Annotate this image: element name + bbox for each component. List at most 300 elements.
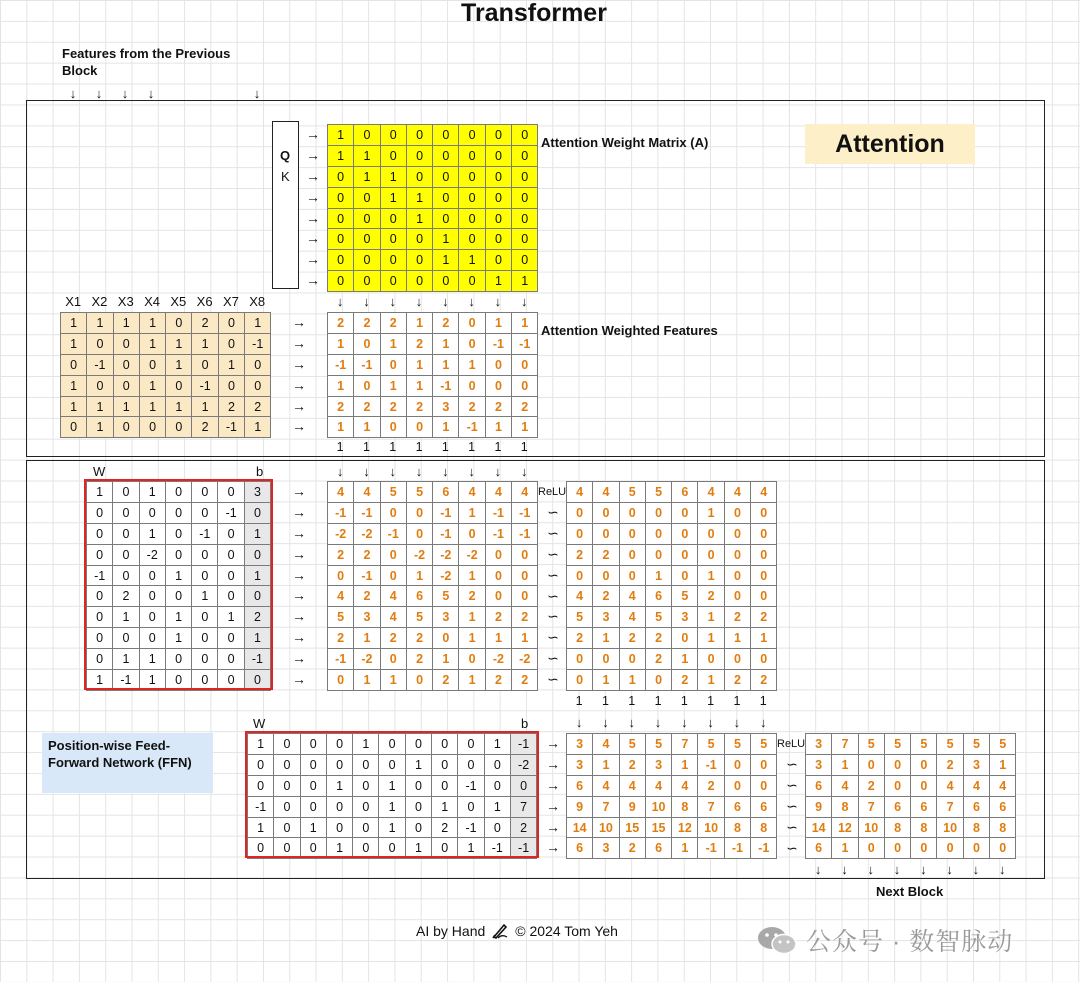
matrix-cell: 5	[407, 482, 433, 503]
matrix-cell: 1	[140, 524, 166, 545]
matrix-cell: 5	[328, 607, 354, 628]
matrix-cell: 2	[486, 397, 512, 418]
matrix-cell: 0	[61, 417, 87, 438]
matrix-cell: 2	[381, 313, 407, 334]
matrix-cell: 0	[407, 167, 433, 188]
matrix-cell: 2	[620, 755, 646, 776]
matrix-cell: 0	[725, 586, 751, 607]
q-label: Q	[280, 148, 291, 163]
matrix-cell: 8	[832, 797, 858, 818]
matrix-cell: -1	[328, 355, 354, 376]
matrix-cell: 7	[511, 797, 537, 818]
matrix-cell: 0	[87, 628, 113, 649]
matrix-cell: 0	[512, 376, 538, 397]
matrix-cell: 2	[751, 607, 777, 628]
matrix-cell: 0	[964, 838, 990, 859]
matrix-cell: 1	[512, 628, 538, 649]
matrix-cell: 1	[166, 334, 192, 355]
feature-header: X4	[144, 294, 160, 309]
matrix-cell: 0	[751, 776, 777, 797]
ones-value: 1	[654, 694, 662, 708]
matrix-cell: 5	[672, 586, 698, 607]
matrix-cell: -1	[458, 776, 484, 797]
matrix-cell: 0	[672, 503, 698, 524]
matrix-cell: 0	[381, 417, 407, 438]
matrix-cell: 4	[593, 482, 619, 503]
matrix-cell: 0	[381, 271, 407, 292]
matrix-cell: 0	[567, 566, 593, 587]
matrix-cell: 4	[725, 482, 751, 503]
input-arrows	[60, 86, 270, 101]
arrow-down-icon: ↓	[468, 294, 475, 309]
relu2-label: ReLU	[777, 738, 806, 750]
matrix-cell: 0	[672, 545, 698, 566]
matrix-cell: 0	[433, 188, 459, 209]
matrix-cell: 1	[407, 209, 433, 230]
matrix-cell: 0	[512, 586, 538, 607]
matrix-cell: 1	[245, 566, 271, 587]
attention-input-arrows	[302, 124, 324, 291]
matrix-cell: 0	[166, 482, 192, 503]
arrow-down-icon: ↓	[442, 294, 449, 309]
matrix-cell: -2	[459, 545, 485, 566]
arrow-right-icon: →	[292, 418, 306, 435]
matrix-cell: 0	[486, 167, 512, 188]
matrix-cell: 12	[672, 818, 698, 839]
matrix-cell: 1	[61, 334, 87, 355]
matrix-cell: 0	[512, 125, 538, 146]
arrow-right-icon: →	[292, 566, 306, 583]
ffn2-arrows	[542, 733, 564, 858]
matrix-cell: 9	[620, 797, 646, 818]
matrix-cell: -2	[140, 545, 166, 566]
matrix-cell: 0	[646, 524, 672, 545]
matrix-cell: 2	[354, 545, 380, 566]
matrix-cell: 1	[328, 376, 354, 397]
matrix-cell: 1	[140, 376, 166, 397]
matrix-cell: 5	[911, 734, 937, 755]
credit-text: AI by Hand	[416, 923, 486, 939]
ffn1-down-arrows	[327, 464, 537, 479]
matrix-cell: 2	[245, 607, 271, 628]
matrix-cell: 0	[328, 566, 354, 587]
matrix-cell: 1	[698, 503, 724, 524]
matrix-cell: 1	[87, 397, 113, 418]
matrix-cell: 0	[407, 670, 433, 691]
matrix-cell: 0	[486, 586, 512, 607]
matrix-cell: 0	[328, 271, 354, 292]
matrix-cell: 2	[937, 755, 963, 776]
matrix-cell: 1	[459, 503, 485, 524]
matrix-cell: 6	[407, 586, 433, 607]
arrow-right-icon: →	[292, 545, 306, 562]
matrix-cell: 1	[672, 755, 698, 776]
feature-arrows	[288, 312, 310, 437]
matrix-cell: 0	[328, 670, 354, 691]
matrix-cell: 1	[245, 417, 271, 438]
matrix-cell: 3	[433, 397, 459, 418]
matrix-cell: 0	[301, 734, 327, 755]
matrix-cell: 1	[433, 334, 459, 355]
matrix-cell: 2	[432, 818, 458, 839]
matrix-cell: 1	[698, 607, 724, 628]
matrix-cell: 0	[328, 229, 354, 250]
matrix-cell: 5	[990, 734, 1016, 755]
matrix-cell: 2	[567, 545, 593, 566]
matrix-cell: 7	[937, 797, 963, 818]
ones-value: 1	[336, 440, 344, 454]
matrix-cell: 0	[245, 355, 271, 376]
matrix-cell: 0	[911, 755, 937, 776]
matrix-cell: 10	[698, 818, 724, 839]
matrix-cell: 0	[248, 838, 274, 859]
matrix-cell: 0	[859, 755, 885, 776]
matrix-cell: 1	[87, 670, 113, 691]
matrix-cell: 2	[620, 628, 646, 649]
matrix-cell: 2	[433, 670, 459, 691]
matrix-cell: 0	[672, 566, 698, 587]
matrix-cell: 4	[486, 482, 512, 503]
matrix-cell: 4	[328, 482, 354, 503]
matrix-cell: 1	[407, 355, 433, 376]
credit-line	[416, 922, 618, 940]
matrix-cell: 0	[593, 503, 619, 524]
ones-value: 1	[468, 440, 476, 454]
matrix-cell: 0	[937, 838, 963, 859]
matrix-cell: -1	[485, 838, 511, 859]
relu-arrow-icon: ∽	[547, 566, 559, 583]
matrix-cell: 0	[698, 649, 724, 670]
relu1-label: ReLU	[538, 486, 567, 498]
matrix-cell: 0	[885, 755, 911, 776]
matrix-cell: 12	[832, 818, 858, 839]
matrix-cell: 0	[274, 818, 300, 839]
matrix-cell: 1	[698, 628, 724, 649]
matrix-cell: 1	[512, 313, 538, 334]
matrix-cell: -1	[511, 838, 537, 859]
matrix-cell: -1	[245, 334, 271, 355]
matrix-cell: 1	[593, 628, 619, 649]
matrix-cell: 6	[885, 797, 911, 818]
matrix-cell: 1	[407, 566, 433, 587]
matrix-cell: 0	[433, 271, 459, 292]
matrix-cell: 0	[911, 838, 937, 859]
b1-label: b	[256, 464, 264, 479]
feature-header: X7	[222, 294, 239, 309]
matrix-cell: 6	[911, 797, 937, 818]
matrix-cell: 5	[646, 607, 672, 628]
matrix-cell: 0	[140, 628, 166, 649]
matrix-cell: 0	[672, 628, 698, 649]
matrix-cell: 0	[486, 376, 512, 397]
matrix-cell: 1	[166, 355, 192, 376]
matrix-cell: 0	[725, 755, 751, 776]
matrix-cell: -1	[192, 376, 218, 397]
ones-value: 1	[415, 440, 423, 454]
matrix-cell: 2	[646, 649, 672, 670]
matrix-cell: 0	[328, 167, 354, 188]
matrix-cell: 1	[140, 397, 166, 418]
arrow-down-icon: ↓	[998, 862, 1006, 877]
arrow-down-icon: ↓	[336, 294, 344, 309]
arrow-right-icon: →	[292, 376, 306, 393]
matrix-cell: 0	[459, 188, 485, 209]
matrix-cell: 4	[567, 586, 593, 607]
arrow-down-icon: ↓	[494, 294, 502, 309]
matrix-cell: 0	[990, 838, 1016, 859]
matrix-cell: 1	[620, 670, 646, 691]
matrix-cell: 2	[512, 397, 538, 418]
matrix-cell: 0	[166, 417, 192, 438]
arrow-right-icon: →	[546, 776, 560, 793]
arrow-down-icon: ↓	[867, 862, 874, 877]
matrix-cell: 0	[406, 776, 432, 797]
matrix-cell: 5	[433, 586, 459, 607]
matrix-cell: 2	[698, 776, 724, 797]
matrix-cell: 0	[512, 167, 538, 188]
matrix-cell: 4	[459, 482, 485, 503]
matrix-cell: 0	[87, 334, 113, 355]
matrix-cell: 0	[219, 313, 245, 334]
matrix-cell: 1	[751, 628, 777, 649]
relu-arrow-icon: ∽	[786, 839, 798, 856]
arrow-right-icon: →	[546, 735, 560, 751]
relu-arrow-icon: ∽	[786, 756, 798, 772]
matrix-cell: 0	[751, 566, 777, 587]
matrix-cell: 0	[381, 649, 407, 670]
matrix-cell: 2	[433, 313, 459, 334]
matrix-cell: 6	[567, 838, 593, 859]
matrix-cell: -1	[219, 417, 245, 438]
matrix-cell: 0	[87, 376, 113, 397]
matrix-cell: -1	[458, 818, 484, 839]
relu-arrow-icon: ∽	[547, 671, 559, 688]
matrix-cell: 1	[328, 334, 354, 355]
matrix-cell: 0	[140, 566, 166, 587]
matrix-cell: 1	[166, 607, 192, 628]
matrix-cell: 0	[381, 146, 407, 167]
matrix-cell: 0	[353, 776, 379, 797]
matrix-cell: 0	[328, 250, 354, 271]
matrix-cell: 1	[459, 566, 485, 587]
matrix-cell: 2	[672, 670, 698, 691]
matrix-cell: 0	[354, 334, 380, 355]
matrix-cell: 3	[354, 607, 380, 628]
feature-headers	[60, 294, 270, 309]
matrix-cell: 1	[459, 250, 485, 271]
matrix-cell: 10	[646, 797, 672, 818]
matrix-cell: 0	[567, 649, 593, 670]
matrix-cell: 1	[485, 797, 511, 818]
matrix-cell: 2	[381, 628, 407, 649]
matrix-cell: 2	[192, 417, 218, 438]
matrix-cell: 0	[593, 649, 619, 670]
matrix-cell: 1	[354, 167, 380, 188]
matrix-cell: -2	[354, 649, 380, 670]
matrix-cell: 14	[806, 818, 832, 839]
matrix-cell: 4	[698, 482, 724, 503]
matrix-cell: 1	[832, 838, 858, 859]
matrix-cell: 10	[937, 818, 963, 839]
feature-header: X1	[65, 294, 82, 309]
ffn2-weight-outline	[245, 731, 539, 858]
matrix-cell: 1	[61, 313, 87, 334]
matrix-cell: 0	[885, 838, 911, 859]
wechat-icon	[756, 923, 798, 957]
matrix-cell: 5	[698, 734, 724, 755]
matrix-cell: 6	[725, 797, 751, 818]
matrix-cell: 0	[698, 545, 724, 566]
matrix-cell: 3	[245, 482, 271, 503]
matrix-cell: 0	[328, 188, 354, 209]
matrix-cell: 2	[192, 313, 218, 334]
matrix-cell: 2	[407, 334, 433, 355]
relu1-arrows	[543, 502, 563, 690]
matrix-cell: 8	[885, 818, 911, 839]
matrix-cell: 2	[725, 607, 751, 628]
next-block-label: Next Block	[876, 884, 944, 899]
matrix-cell: -1	[725, 838, 751, 859]
matrix-cell: 8	[725, 818, 751, 839]
matrix-cell: 5	[646, 734, 672, 755]
matrix-cell: -1	[328, 503, 354, 524]
matrix-cell: 0	[113, 482, 139, 503]
matrix-cell: 0	[219, 376, 245, 397]
matrix-cell: 1	[245, 313, 271, 334]
matrix-cell: 0	[353, 838, 379, 859]
matrix-cell: 1	[328, 146, 354, 167]
matrix-cell: 5	[407, 607, 433, 628]
matrix-cell: 1	[486, 313, 512, 334]
matrix-cell: 3	[433, 607, 459, 628]
matrix-cell: 1	[166, 397, 192, 418]
matrix-cell: 5	[751, 734, 777, 755]
matrix-cell: 6	[964, 797, 990, 818]
copyright-text: © 2024 Tom Yeh	[515, 923, 618, 939]
matrix-cell: 0	[407, 250, 433, 271]
matrix-cell: 0	[725, 566, 751, 587]
matrix-cell: 4	[751, 482, 777, 503]
matrix-cell: 9	[567, 797, 593, 818]
w1-label: W	[93, 464, 106, 479]
relu2-arrows	[782, 754, 802, 858]
matrix-cell: -1	[113, 670, 139, 691]
matrix-cell: 2	[459, 397, 485, 418]
weighted-features-label: Attention Weighted Features	[541, 323, 718, 338]
feature-header: X2	[91, 294, 108, 309]
matrix-cell: 0	[486, 545, 512, 566]
matrix-cell: 0	[486, 250, 512, 271]
matrix-cell: 1	[354, 628, 380, 649]
ffn1-arrows	[288, 481, 310, 690]
next-block-arrows	[805, 862, 1015, 877]
matrix-cell: 0	[166, 545, 192, 566]
ones-value: 1	[680, 694, 688, 708]
matrix-cell: 8	[751, 818, 777, 839]
matrix-cell: -1	[354, 355, 380, 376]
matrix-cell: 1	[248, 818, 274, 839]
arrow-down-icon: ↓	[147, 86, 155, 101]
matrix-cell: 1	[354, 146, 380, 167]
matrix-cell: 1	[140, 670, 166, 691]
arrow-right-icon: →	[306, 146, 320, 163]
matrix-cell: 1	[698, 566, 724, 587]
matrix-cell: 0	[433, 209, 459, 230]
matrix-cell: -1	[433, 503, 459, 524]
matrix-cell: 15	[646, 818, 672, 839]
matrix-cell: 1	[990, 755, 1016, 776]
relu-arrow-icon: ∽	[547, 524, 559, 541]
matrix-cell: 0	[218, 628, 244, 649]
arrow-down-icon: ↓	[336, 464, 344, 479]
matrix-cell: 4	[646, 776, 672, 797]
ffn1-weight-outline	[84, 479, 273, 690]
matrix-cell: 0	[192, 503, 218, 524]
matrix-cell: 0	[166, 649, 192, 670]
matrix-cell: 1	[354, 417, 380, 438]
matrix-cell: 1	[433, 229, 459, 250]
matrix-cell: 0	[192, 607, 218, 628]
matrix-cell: 1	[113, 649, 139, 670]
watermark	[756, 922, 1013, 958]
matrix-cell: 0	[486, 146, 512, 167]
ones-value: 1	[389, 440, 397, 454]
matrix-cell: 0	[751, 545, 777, 566]
matrix-cell: 0	[166, 313, 192, 334]
arrow-right-icon: →	[292, 629, 306, 646]
matrix-cell: 0	[381, 503, 407, 524]
matrix-cell: 0	[567, 524, 593, 545]
arrow-right-icon: →	[292, 671, 306, 688]
matrix-cell: 0	[301, 797, 327, 818]
matrix-cell: 0	[192, 482, 218, 503]
matrix-cell: 1	[433, 355, 459, 376]
feature-header: X5	[170, 294, 187, 309]
matrix-cell: 1	[328, 125, 354, 146]
matrix-cell: 0	[274, 838, 300, 859]
matrix-cell: 0	[406, 797, 432, 818]
matrix-cell: 0	[192, 545, 218, 566]
matrix-cell: 0	[459, 229, 485, 250]
matrix-cell: 1	[140, 313, 166, 334]
matrix-cell: 0	[245, 545, 271, 566]
matrix-cell: 5	[937, 734, 963, 755]
matrix-cell: 0	[354, 250, 380, 271]
matrix-cell: 8	[990, 818, 1016, 839]
matrix-cell: 0	[114, 417, 140, 438]
matrix-cell: 0	[485, 776, 511, 797]
matrix-cell: 0	[192, 649, 218, 670]
matrix-cell: -1	[433, 376, 459, 397]
matrix-cell: 1	[113, 607, 139, 628]
matrix-cell: 1	[379, 797, 405, 818]
matrix-cell: 0	[725, 524, 751, 545]
matrix-cell: 0	[218, 586, 244, 607]
matrix-cell: 0	[354, 271, 380, 292]
matrix-cell: 0	[486, 229, 512, 250]
page-title: Transformer	[461, 0, 607, 27]
matrix-cell: 0	[353, 797, 379, 818]
matrix-cell: 1	[407, 188, 433, 209]
matrix-cell: 2	[381, 397, 407, 418]
matrix-cell: 0	[381, 229, 407, 250]
matrix-cell: 5	[567, 607, 593, 628]
matrix-cell: 4	[381, 586, 407, 607]
matrix-cell: 1	[354, 670, 380, 691]
matrix-cell: 0	[381, 250, 407, 271]
arrow-down-icon: ↓	[575, 715, 583, 730]
matrix-cell: 0	[432, 838, 458, 859]
